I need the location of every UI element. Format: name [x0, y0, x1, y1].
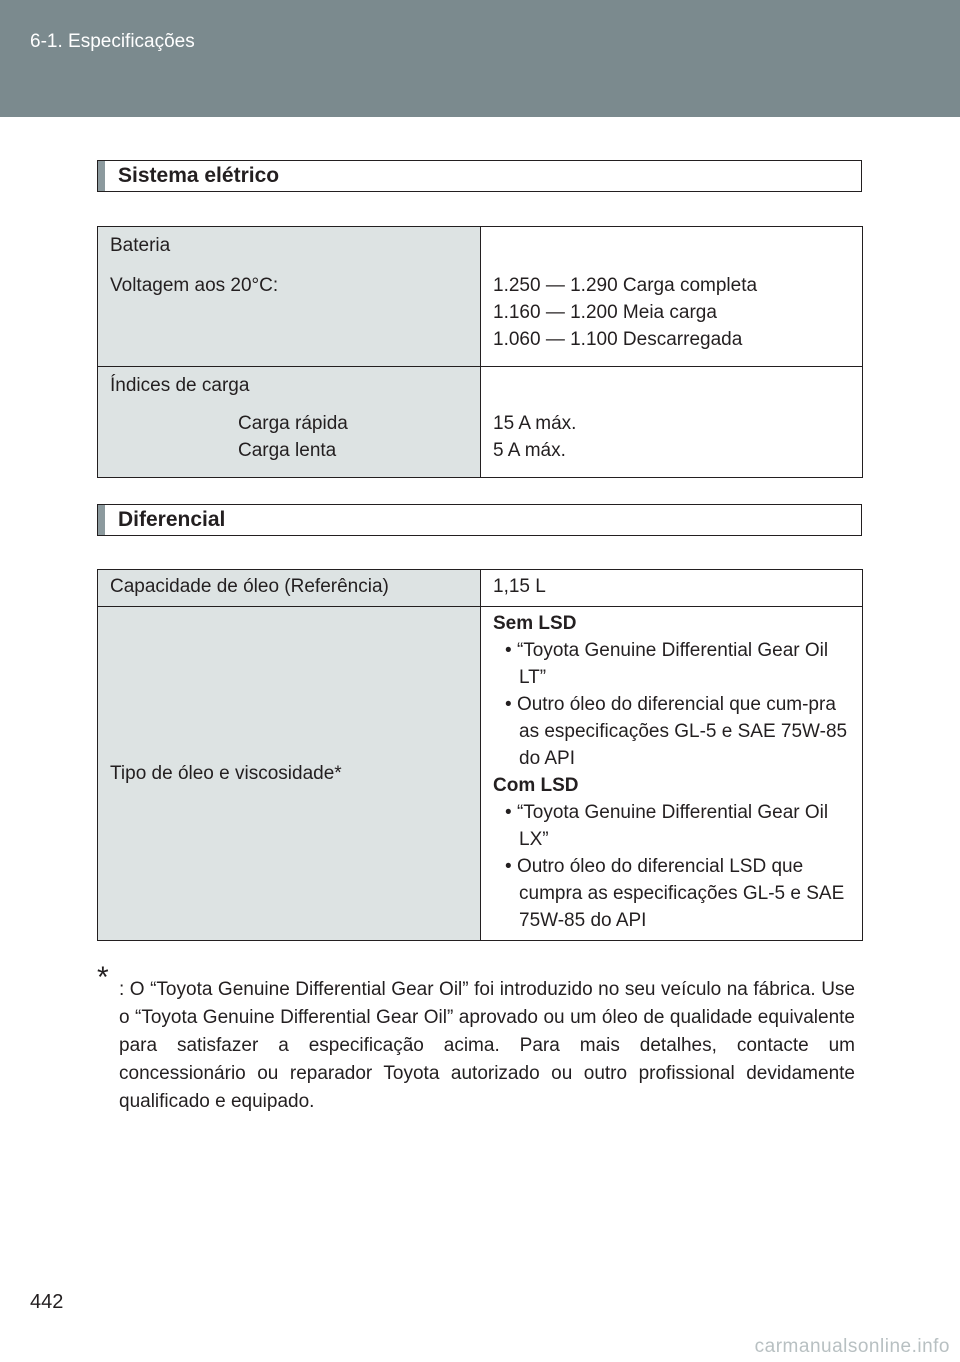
charge-label: Índices de carga — [110, 375, 250, 396]
fast-charge-value: 15 A máx. — [493, 413, 577, 434]
chapter-title: 6-1. Especificações — [30, 31, 195, 52]
table-row — [98, 367, 863, 478]
table-row — [98, 227, 863, 367]
watermark: carmanualsonline.info — [754, 1336, 950, 1357]
battery-label-cell — [98, 227, 481, 367]
oil-type-value-cell — [481, 607, 863, 941]
capacity-label-cell — [98, 570, 481, 607]
slow-charge-label: Carga lenta — [238, 440, 337, 461]
list-item: • “Toyota Genuine Differential Gear Oil LX” — [505, 802, 829, 850]
section-heading-electrical — [97, 160, 862, 192]
voltage-values-cell — [481, 227, 863, 367]
with-lsd-item: “Toyota Genuine Differential Gear Oil LX” — [516, 802, 829, 850]
footnote-marker: * — [97, 961, 109, 994]
no-lsd-heading: Sem LSD — [493, 613, 577, 634]
list-item: • Outro óleo do diferencial que cum-pra as especificações GL-5 e SAE 75W-85 do API — [505, 694, 848, 769]
capacity-label: Capacidade de óleo (Referência) — [110, 576, 389, 597]
list-item: • “Toyota Genuine Differential Gear Oil LT” — [505, 640, 829, 688]
differential-table — [97, 569, 863, 941]
battery-label: Bateria — [110, 235, 171, 256]
heading-accent-bar — [98, 161, 105, 191]
charge-label-cell — [98, 367, 481, 478]
charge-values-cell — [481, 367, 863, 478]
page-number: 442 — [30, 1291, 64, 1313]
voltage-value: 1.250 — 1.290 Carga completa — [493, 275, 758, 296]
section-title-differential: Diferencial — [118, 508, 226, 531]
header-band — [0, 0, 960, 117]
fast-charge-label: Carga rápida — [238, 413, 348, 434]
slow-charge-value: 5 A máx. — [493, 440, 566, 461]
table-row — [98, 570, 863, 607]
with-lsd-heading: Com LSD — [493, 775, 579, 796]
no-lsd-item: “Toyota Genuine Differential Gear Oil LT” — [516, 640, 829, 688]
heading-accent-bar — [98, 505, 105, 535]
voltage-value: 1.060 — 1.100 Descarregada — [493, 329, 743, 350]
capacity-value: 1,15 L — [493, 576, 546, 597]
section-heading-differential — [97, 504, 862, 536]
oil-type-label-cell — [98, 607, 481, 941]
table-row — [98, 607, 863, 941]
voltage-value: 1.160 — 1.200 Meia carga — [493, 302, 717, 323]
section-title-electrical: Sistema elétrico — [118, 164, 280, 187]
footnote — [97, 958, 855, 1116]
footnote-text: : O “Toyota Genuine Differential Gear Oil” foi introduzido no seu veículo na fábrica. Use o “Toyota Genuine Differential Gear Oil” aprovado ou um óleo de qualidade equivalente para satisfazer a especificação acima. Para mais detalhes, contacte um concessionário ou reparador Toyota autorizado ou outro profissional devidamente qualificado e equipado. — [119, 979, 855, 1112]
with-lsd-item: Outro óleo do diferencial LSD que cumpra as especificações GL-5 e SAE 75W-85 do API — [516, 856, 845, 931]
voltage-label: Voltagem aos 20°C: — [110, 275, 279, 296]
electrical-table — [97, 226, 863, 478]
list-item: • Outro óleo do diferencial LSD que cumpra as especificações GL-5 e SAE 75W-85 do API — [505, 856, 845, 931]
no-lsd-item: Outro óleo do diferencial que cum-pra as especificações GL-5 e SAE 75W-85 do API — [516, 694, 848, 769]
capacity-value-cell — [481, 570, 863, 607]
oil-type-label: Tipo de óleo e viscosidade* — [110, 763, 342, 784]
